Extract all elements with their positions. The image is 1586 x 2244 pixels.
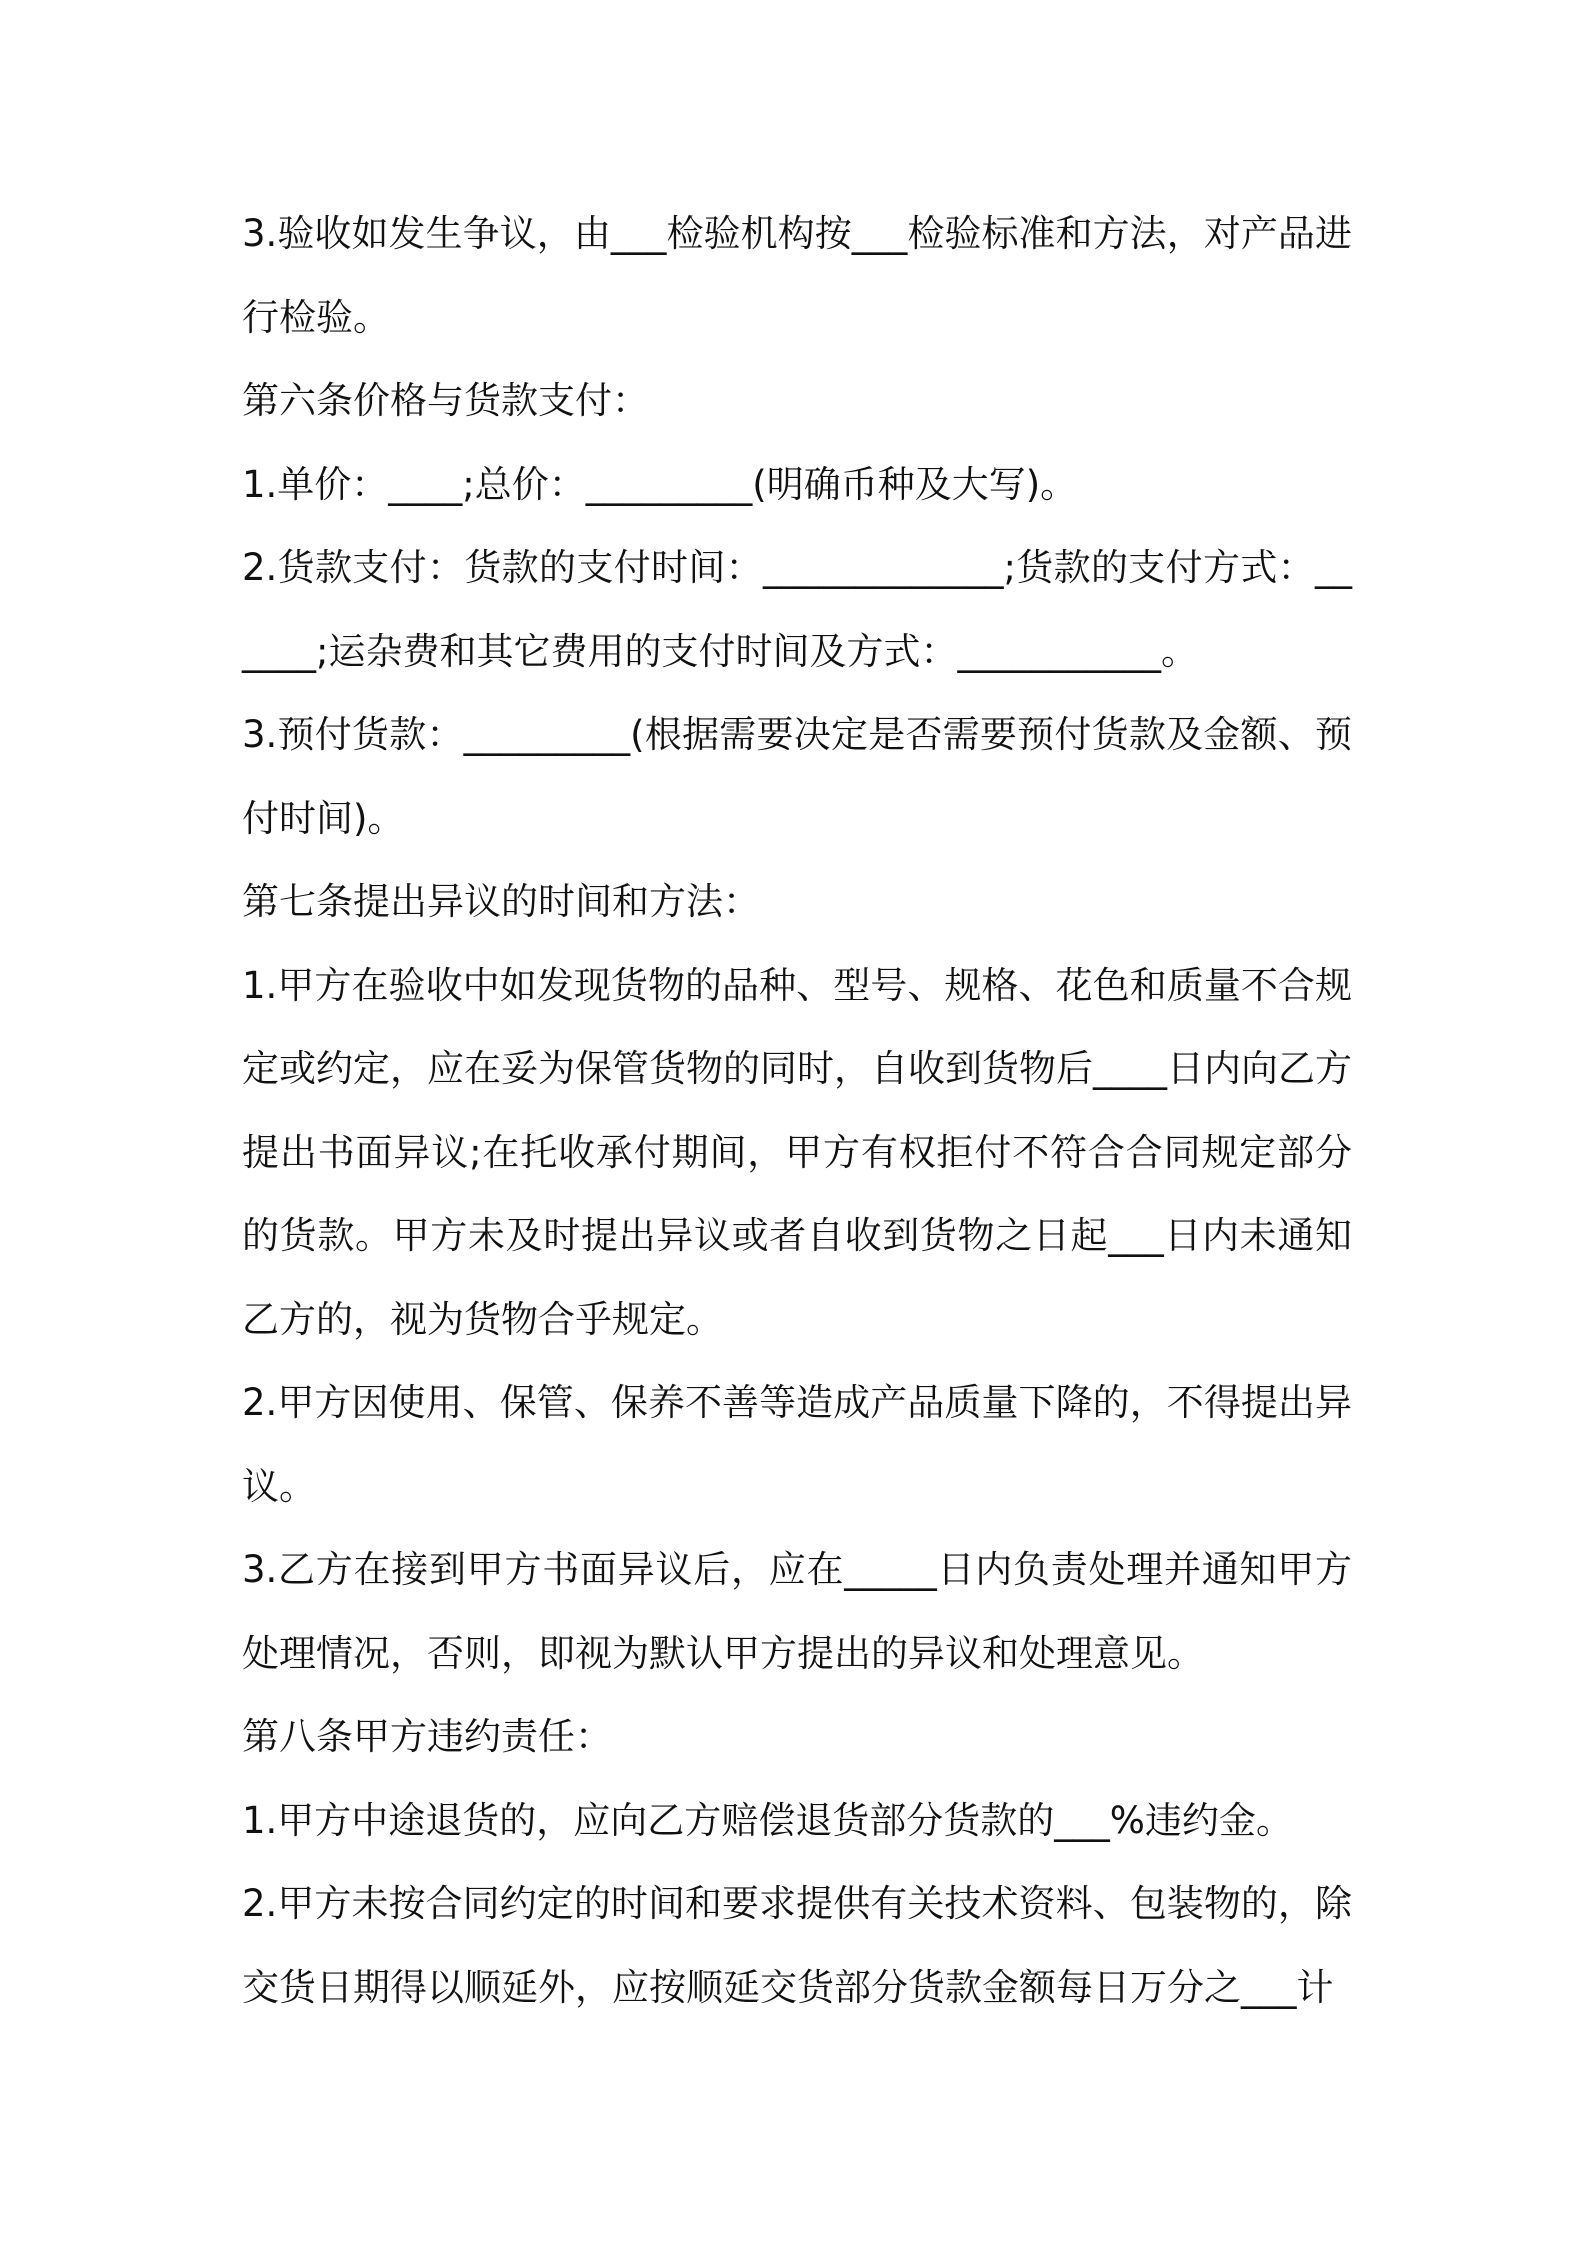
article-6-heading: 第六条价格与货款支付：: [242, 379, 649, 422]
clause-8-item-1: 1.甲方中途退货的，应向乙方赔偿退货部分货款的___%违约金。: [242, 1798, 1293, 1842]
article-8-heading: 第八条甲方违约责任：: [242, 1715, 612, 1758]
clause-6-item-3: 3.预付货款：_________(根据需要决定是否需要预付货款及金额、预付时间)。: [242, 713, 1352, 840]
clause-7-item-2: 2.甲方因使用、保管、保养不善等造成产品质量下降的，不得提出异议。: [242, 1381, 1352, 1508]
clause-8-item-2: 2.甲方未按合同约定的时间和要求提供有关技术资料、包装物的，除交货日期得以顺延外，应按顺延交货部分货款金额每日万分之___计: [242, 1882, 1352, 2009]
clause-6-item-1: 1.单价：____;总价：_________(明确币种及大写)。: [242, 462, 1078, 506]
document-body: [242, 192, 1352, 2029]
clause-5-item-3: 3.验收如发生争议，由___检验机构按___检验标准和方法，对产品进行检验。: [242, 212, 1352, 339]
clause-7-item-1: 1.甲方在验收中如发现货物的品种、型号、规格、花色和质量不合规定或约定，应在妥为保管货物的同时，自收到货物后____日内向乙方提出书面异议;在托收承付期间，甲方有权拒付不符合合同规定部分的货款。甲方未及时提出异议或者自收到货物之日起___日内未通知乙方的，视为货物合乎规定。: [242, 963, 1352, 1341]
clause-6-item-2: 2.货款支付：货款的支付时间：_____________;货款的支付方式：______;运杂费和其它费用的支付时间及方式：___________。: [242, 546, 1352, 673]
article-7-heading: 第七条提出异议的时间和方法：: [242, 880, 760, 923]
clause-7-item-3: 3.乙方在接到甲方书面异议后，应在_____日内负责处理并通知甲方处理情况，否则，即视为默认甲方提出的异议和处理意见。: [242, 1548, 1352, 1675]
